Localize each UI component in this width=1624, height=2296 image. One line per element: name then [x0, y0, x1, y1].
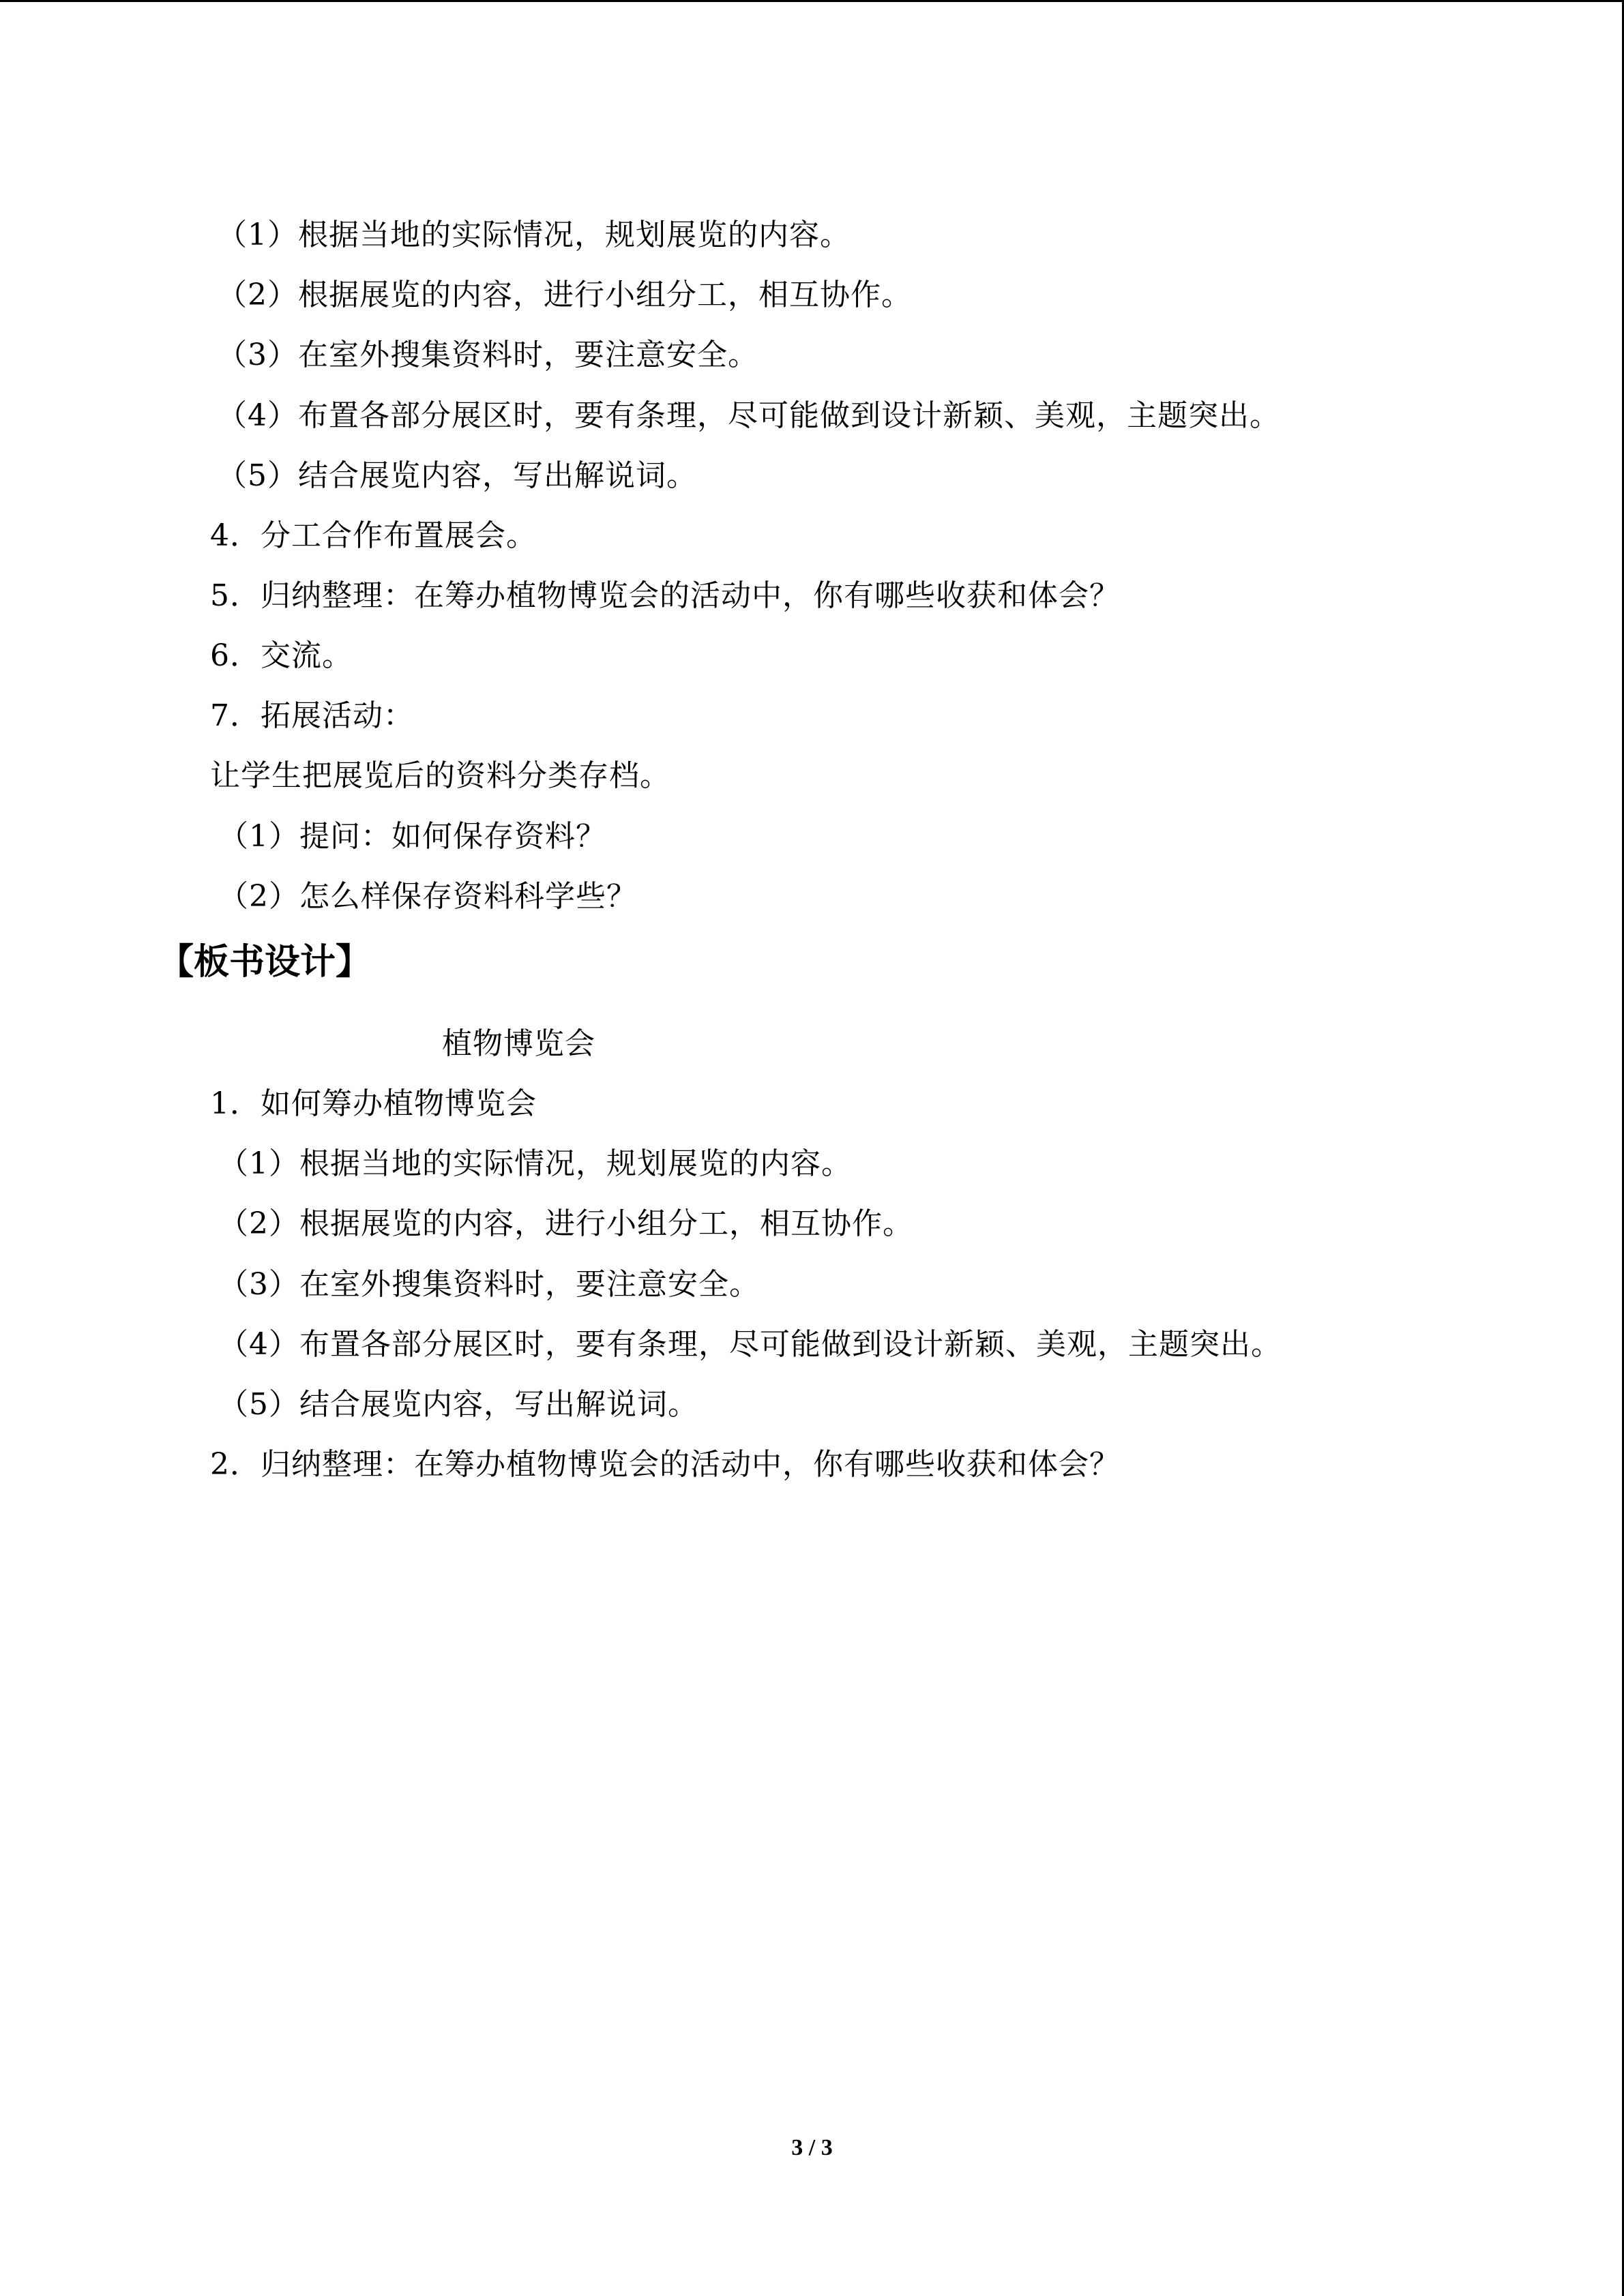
step-2-text: （2）根据展览的内容，进行小组分工，相互协作。	[217, 278, 912, 312]
numbered-item-6: 6．交流。	[210, 638, 353, 673]
page-number: 3 / 3	[791, 2135, 833, 2160]
board-title: 植物博览会	[442, 1026, 595, 1061]
extension-text: 让学生把展览后的资料分类存档。	[210, 758, 670, 793]
board-step-3: （3）在室外搜集资料时，要注意安全。	[218, 1267, 760, 1302]
board-item-2: 2．归纳整理：在筹办植物博览会的活动中，你有哪些收获和体会？	[210, 1447, 1120, 1482]
board-step-1: （1）根据当地的实际情况，规划展览的内容。	[218, 1146, 852, 1181]
board-step-4: （4）布置各部分展区时，要有条理，尽可能做到设计新颖、美观，主题突出。	[218, 1327, 1282, 1362]
step-5-text: （5）结合展览内容，写出解说词。	[217, 458, 697, 493]
board-design-heading: 【板书设计】	[158, 942, 372, 983]
step-3-text: （3）在室外搜集资料时，要注意安全。	[217, 338, 758, 372]
numbered-item-5: 5．归纳整理：在筹办植物博览会的活动中，你有哪些收获和体会？	[210, 578, 1120, 613]
question-2-text: （2）怎么样保存资料科学些？	[218, 879, 637, 914]
numbered-item-7: 7．拓展活动：	[210, 698, 414, 733]
board-item-1: 1．如何筹办植物博览会	[210, 1086, 537, 1121]
board-step-2: （2）根据展览的内容，进行小组分工，相互协作。	[218, 1206, 913, 1241]
numbered-item-4: 4．分工合作布置展会。	[210, 518, 537, 553]
board-step-5: （5）结合展览内容，写出解说词。	[218, 1387, 698, 1422]
question-1-text: （1）提问：如何保存资料？	[218, 819, 606, 854]
step-1-text: （1）根据当地的实际情况，规划展览的内容。	[217, 218, 851, 252]
step-4-text: （4）布置各部分展区时，要有条理，尽可能做到设计新颖、美观，主题突出。	[217, 398, 1280, 433]
